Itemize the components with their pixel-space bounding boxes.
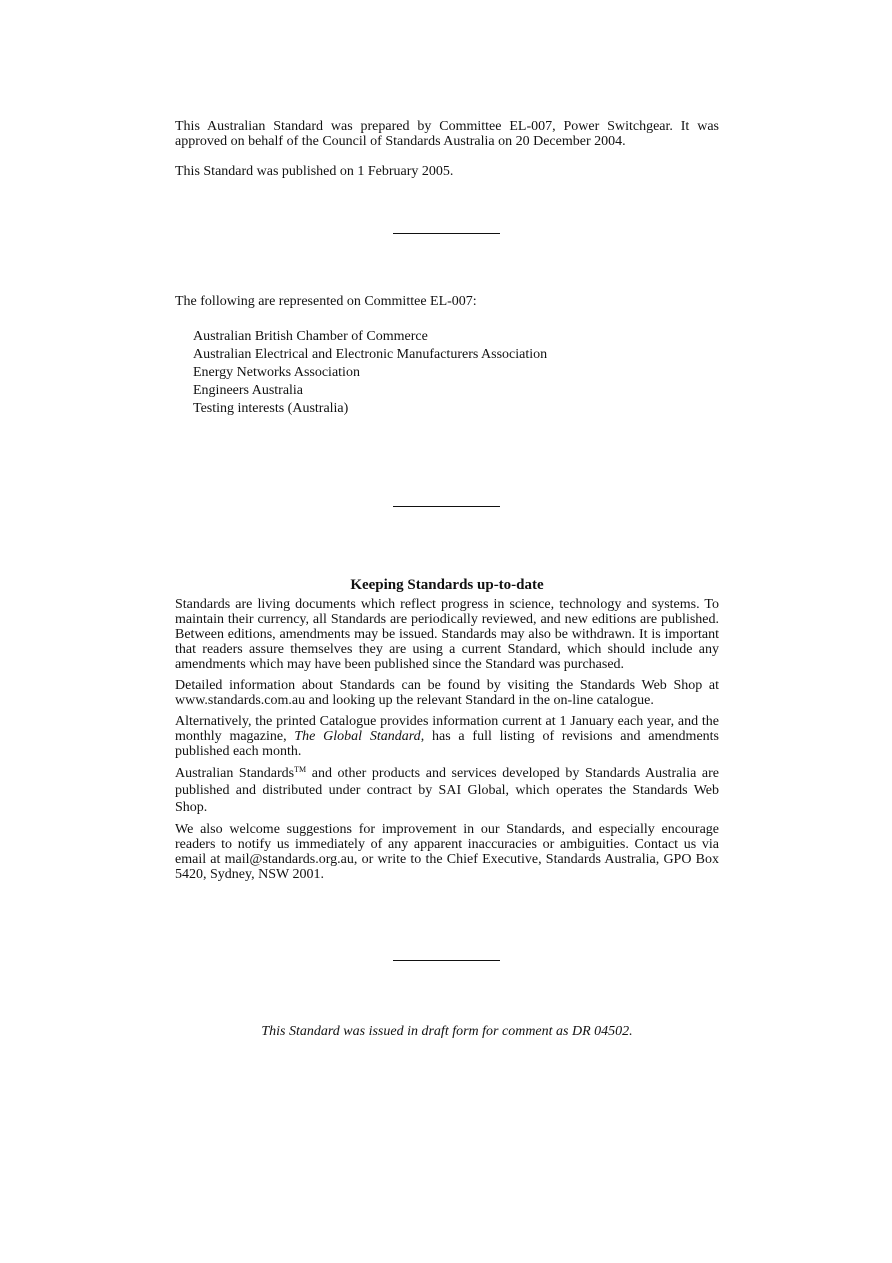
draft-note: This Standard was issued in draft form for comment as DR 04502. <box>261 1024 633 1039</box>
committee-member: Engineers Australia <box>193 383 304 398</box>
committee-member: Energy Networks Association <box>193 365 360 380</box>
section-divider-1 <box>393 233 500 234</box>
trademark-name: Australian Standards <box>175 766 295 781</box>
paragraph-catalogue-end: , has a full listing of revisions and amendments published each month. <box>175 729 720 759</box>
section-divider-2 <box>393 506 500 507</box>
committee-members-list <box>193 328 547 418</box>
keeping-up-to-date-heading: Keeping Standards up-to-date <box>350 577 544 593</box>
publication-date-statement: This Standard was published on 1 February 2005. <box>175 164 454 179</box>
keeping-up-to-date-body <box>175 597 719 888</box>
committee-intro: The following are represented on Committee EL-007: <box>175 294 477 309</box>
paragraph-sai-global-rest: and other products and services developed by Standards Australia are published and distributed under contract by SAI Global, which operates the Standards Web Shop. <box>175 766 719 815</box>
committee-member: Australian Electrical and Electronic Manufacturers Association <box>193 347 548 362</box>
section-divider-3 <box>393 960 500 961</box>
paragraph-catalogue <box>175 714 719 759</box>
magazine-title: The Global Standard <box>294 729 421 744</box>
paragraph-catalogue-start: Alternatively, the printed Catalogue provides information current at 1 January each year, and the monthly magazine, <box>175 714 719 744</box>
paragraph-feedback: We also welcome suggestions for improvement in our Standards, and especially encourage readers to notify us immediately of any apparent inaccuracies or ambiguities. Contact us via email at mail@standards.org.au, or write to the Chief Executive, Standards Australia, GPO Box 5420, Sydney, NSW 2001. <box>175 822 719 882</box>
committee-member: Testing interests (Australia) <box>193 401 349 416</box>
paragraph-sai-global <box>175 765 719 816</box>
committee-member: Australian British Chamber of Commerce <box>193 329 428 344</box>
trademark-symbol: TM <box>294 765 307 774</box>
paragraph-living-documents: Standards are living documents which reflect progress in science, technology and systems. To maintain their currency, all Standards are periodically reviewed, and new editions are published. Between editions, amendments may be issued. Standards may also be withdrawn. It is important that readers assure themselves they are using a current Standard, which should include any amendments which may have been published since the Standard was purchased. <box>175 597 719 672</box>
paragraph-web-shop: Detailed information about Standards can be found by visiting the Standards Web Shop at www.standards.com.au and looking up the relevant Standard in the on-line catalogue. <box>175 678 719 708</box>
approval-statement: This Australian Standard was prepared by Committee EL-007, Power Switchgear. It was approved on behalf of the Council of Standards Australia on 20 December 2004. <box>175 119 719 149</box>
